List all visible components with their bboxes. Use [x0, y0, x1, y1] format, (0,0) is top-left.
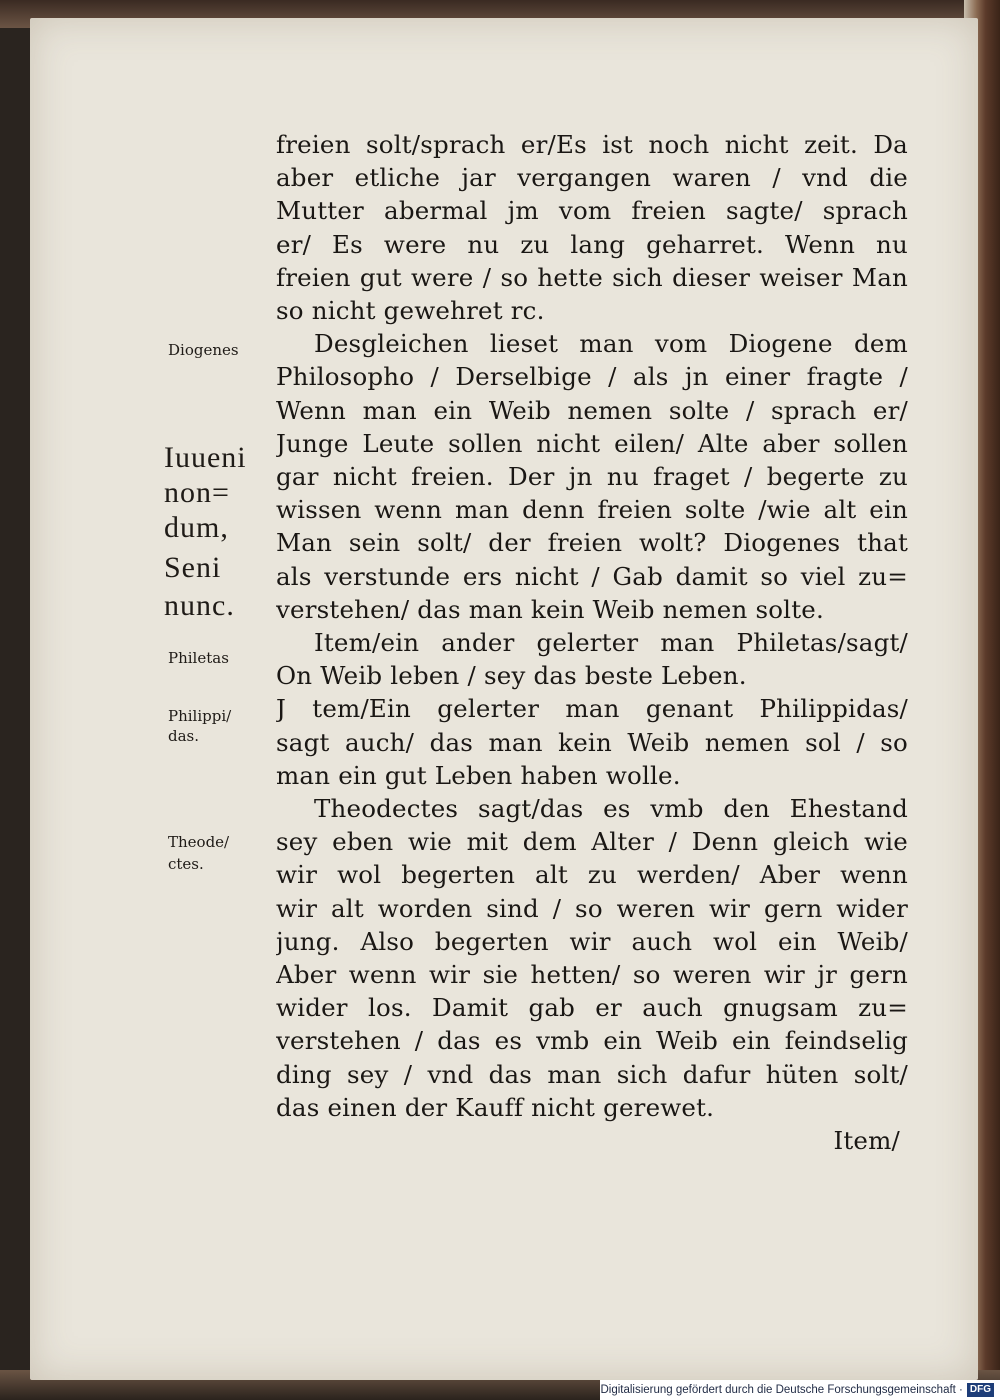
- text-line: Desgleichen lieset man vom Diogene dem: [314, 329, 908, 359]
- text-line: aber etliche jar vergangen waren / vnd die: [276, 163, 908, 193]
- text-line: verstehen/ das man kein Weib nemen solte.: [276, 594, 824, 624]
- text-line: Philosopho / Derselbige / als jn einer fragte /: [276, 362, 908, 392]
- main-text-block: [276, 128, 908, 1157]
- text-line: Item/ein ander gelerter man Philetas/sagt/: [314, 628, 908, 658]
- text-line: gar nicht freien. Der jn nu fraget / begerte zu: [276, 462, 908, 492]
- margin-note-seni: Seni: [164, 551, 222, 584]
- text-line: wir wol begerten alt zu werden/ Aber wenn: [276, 860, 908, 890]
- margin-note-philippidas-2: das.: [168, 727, 200, 745]
- margin-note-iuueni: Iuueni: [164, 441, 247, 474]
- text-line: On Weib leben / sey das beste Leben.: [276, 661, 747, 691]
- text-line: jung. Also begerten wir auch wol ein Weib/: [276, 926, 908, 956]
- margin-note-philippidas-1: Philippi/: [168, 707, 232, 725]
- dfg-logo-icon: DFG: [967, 1383, 994, 1397]
- text-line: sey eben wie mit dem Alter / Denn gleich wie: [276, 827, 908, 857]
- text-line: wir alt worden sind / so weren wir gern wider: [276, 893, 908, 923]
- text-line: sagt auch/ das man kein Weib nemen sol / so: [276, 727, 908, 757]
- text-line: freien solt/sprach er/Es ist noch nicht zeit. Da: [276, 130, 908, 159]
- text-line: wissen wenn man denn freien solte /wie alt ein: [276, 495, 908, 525]
- margin-note-theodectes-1: Theode/: [168, 833, 230, 851]
- margin-note-theodectes-2: ctes.: [168, 855, 204, 873]
- text-line: ding sey / vnd das man sich dafur hüten solt/: [276, 1059, 908, 1089]
- text-line: Junge Leute sollen nicht eilen/ Alte aber sollen: [276, 428, 908, 458]
- credit-text: Digitalisierung gefördert durch die Deutsche Forschungsgemeinschaft ·: [600, 1384, 963, 1396]
- text-line: Mutter abermal jm vom freien sagte/ sprach: [276, 196, 908, 226]
- margin-note-nunc: nunc.: [164, 589, 235, 622]
- text-line: freien gut were / so hette sich dieser weiser Man: [276, 262, 908, 292]
- text-line: wider los. Damit gab er auch gnugsam zu=: [276, 993, 908, 1023]
- margin-note-diogenes: Diogenes: [168, 341, 239, 359]
- text-line: J tem/Ein gelerter man genant Philippidas/: [276, 694, 908, 724]
- margin-note-philetas: Philetas: [168, 649, 229, 667]
- margin-note-nondum: non=: [164, 476, 230, 509]
- text-line: Theodectes sagt/das es vmb den Ehestand: [314, 794, 908, 824]
- text-line: das einen der Kauff nicht gerewet.: [276, 1092, 715, 1122]
- text-line: als verstunde ers nicht / Gab damit so viel zu=: [276, 561, 908, 591]
- margin-note-dum: dum,: [164, 511, 229, 544]
- text-line: er/ Es were nu zu lang geharret. Wenn nu: [276, 229, 908, 259]
- text-line: so nicht gewehret rc.: [276, 296, 545, 326]
- digitization-credit: [600, 1380, 1000, 1400]
- text-line: verstehen / das es vmb ein Weib ein feindselig: [276, 1026, 908, 1056]
- text-line: Wenn man ein Weib nemen solte / sprach er/: [276, 395, 908, 425]
- text-line: man ein gut Leben haben wolle.: [276, 760, 681, 790]
- catchword: Item/: [833, 1126, 900, 1156]
- text-line: Man sein solt/ der freien wolt? Diogenes that: [276, 528, 908, 558]
- text-line: Aber wenn wir sie hetten/ so weren wir jr gern: [276, 960, 908, 990]
